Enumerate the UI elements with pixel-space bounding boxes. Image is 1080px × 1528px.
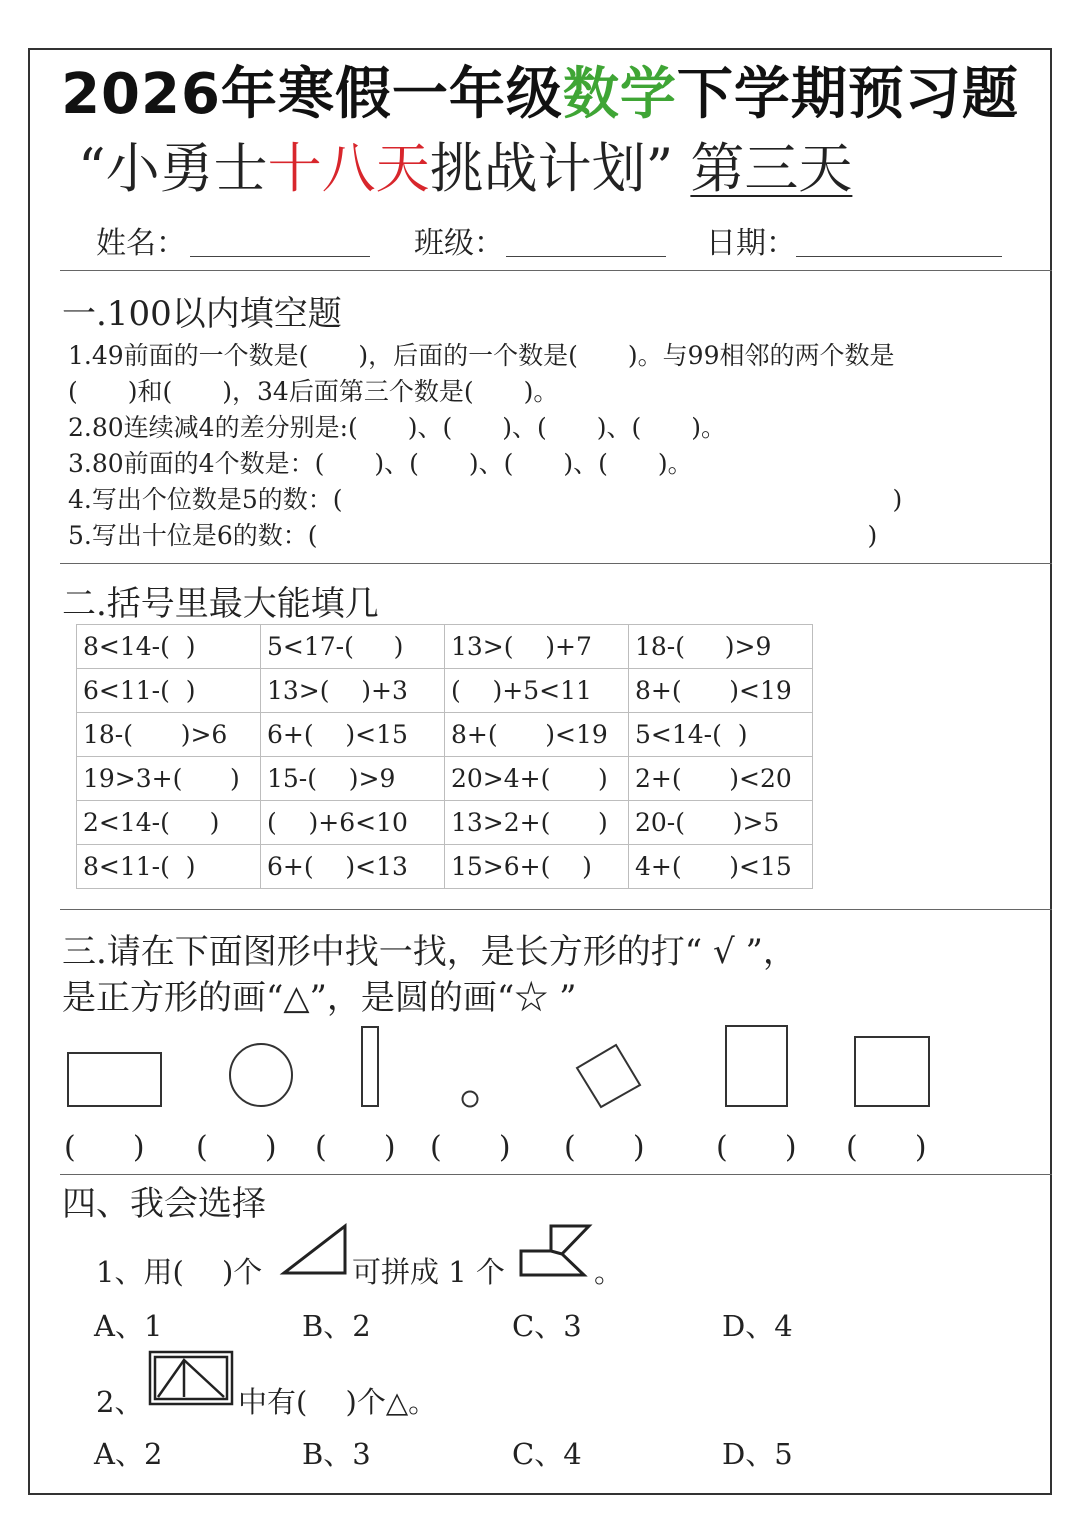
question-line: 2.80连续减4的差分别是:( )、( )、( )、( )。 <box>68 413 727 442</box>
rectangle-shape <box>68 1053 161 1106</box>
table-cell: 20-( )>5 <box>629 801 813 845</box>
q1-option-b[interactable]: B、2 <box>302 1309 371 1343</box>
date-label: 日期： <box>706 226 796 261</box>
q1-text-mid: 可拼成 1 个 <box>352 1255 505 1289</box>
answer-paren[interactable]: ( ) <box>716 1130 797 1165</box>
q2-text-start: 2、 <box>96 1385 144 1419</box>
tilted-square-shape <box>577 1045 640 1107</box>
section3-title-line1: 三.请在下面图形中找一找，是长方形的打“ √ ”， <box>62 932 797 972</box>
table-cell: 8<14-( ) <box>77 625 261 669</box>
q1-option-d[interactable]: D、4 <box>722 1309 793 1343</box>
table-cell: ( )+5<11 <box>445 669 629 713</box>
question-line: 4.写出个位数是5的数：( ) <box>68 485 903 514</box>
small-circle-shape <box>463 1092 478 1107</box>
question-line: 1.49前面的一个数是( )，后面的一个数是( )。与99相邻的两个数是 <box>68 341 895 370</box>
table-cell: 13>( )+3 <box>261 669 445 713</box>
table-cell: 4+( )<15 <box>629 845 813 889</box>
table-cell: 2+( )<20 <box>629 757 813 801</box>
answer-paren[interactable]: ( ) <box>315 1130 396 1165</box>
table-cell: 19>3+( ) <box>77 757 261 801</box>
table-cell: 6+( )<13 <box>261 845 445 889</box>
table-cell: 5<14-( ) <box>629 713 813 757</box>
section4-title: 四、我会选择 <box>62 1184 266 1224</box>
table-cell: 5<17-( ) <box>261 625 445 669</box>
name-label: 姓名： <box>96 226 186 261</box>
trapezoid-figure-icon <box>521 1226 589 1275</box>
q2-option-a[interactable]: A、2 <box>94 1437 163 1471</box>
answer-paren[interactable]: ( ) <box>64 1130 145 1165</box>
section3-title-line2: 是正方形的画“△”，是圆的画“☆ ” <box>62 978 577 1018</box>
table-cell: 15>6+( ) <box>445 845 629 889</box>
table-cell: 6+( )<15 <box>261 713 445 757</box>
q1-text-end: 。 <box>594 1255 624 1289</box>
worksheet-title: 2026年寒假一年级数学下学期预习题 <box>61 62 1019 127</box>
tall-rectangle-shape <box>362 1027 378 1106</box>
question-line: ( )和( )，34后面第三个数是( )。 <box>68 377 559 406</box>
question-line: 5.写出十位是6的数：( ) <box>68 521 878 550</box>
q1-option-c[interactable]: C、3 <box>512 1309 582 1343</box>
framed-triangles-icon <box>150 1352 232 1404</box>
table-cell: 8<11-( ) <box>77 845 261 889</box>
table-cell: 15-( )>9 <box>261 757 445 801</box>
triangle-piece-icon <box>284 1226 345 1273</box>
table-cell: 18-( )>9 <box>629 625 813 669</box>
q1-text-start: 1、用( )个 <box>96 1255 263 1289</box>
q2-text-end: 中有( )个△。 <box>238 1385 438 1419</box>
class-label: 班级： <box>414 226 504 261</box>
q2-option-c[interactable]: C、4 <box>512 1437 582 1471</box>
answer-paren[interactable]: ( ) <box>846 1130 927 1165</box>
section1-title: 一.100以内填空题 <box>62 294 342 334</box>
worksheet-subtitle: “小勇士十八天挑战计划” 第三天 <box>78 137 853 200</box>
table-cell: 6<11-( ) <box>77 669 261 713</box>
square-shape <box>855 1037 929 1106</box>
table-cell: ( )+6<10 <box>261 801 445 845</box>
answer-paren[interactable]: ( ) <box>430 1130 511 1165</box>
question-line: 3.80前面的4个数是：( )、( )、( )、( )。 <box>68 449 693 478</box>
q2-option-b[interactable]: B、3 <box>302 1437 371 1471</box>
section2-title: 二.括号里最大能填几 <box>62 584 379 624</box>
answer-paren[interactable]: ( ) <box>196 1130 277 1165</box>
table-cell: 8+( )<19 <box>445 713 629 757</box>
table-cell: 8+( )<19 <box>629 669 813 713</box>
table-cell: 2<14-( ) <box>77 801 261 845</box>
answer-paren[interactable]: ( ) <box>564 1130 645 1165</box>
table-cell: 20>4+( ) <box>445 757 629 801</box>
upright-rectangle-shape <box>726 1026 787 1106</box>
divider <box>60 1174 1052 1175</box>
table-cell: 13>2+( ) <box>445 801 629 845</box>
q2-option-d[interactable]: D、5 <box>722 1437 793 1471</box>
circle-shape <box>230 1044 292 1106</box>
table-cell: 13>( )+7 <box>445 625 629 669</box>
table-cell: 18-( )>6 <box>77 713 261 757</box>
q1-option-a[interactable]: A、1 <box>94 1309 163 1343</box>
